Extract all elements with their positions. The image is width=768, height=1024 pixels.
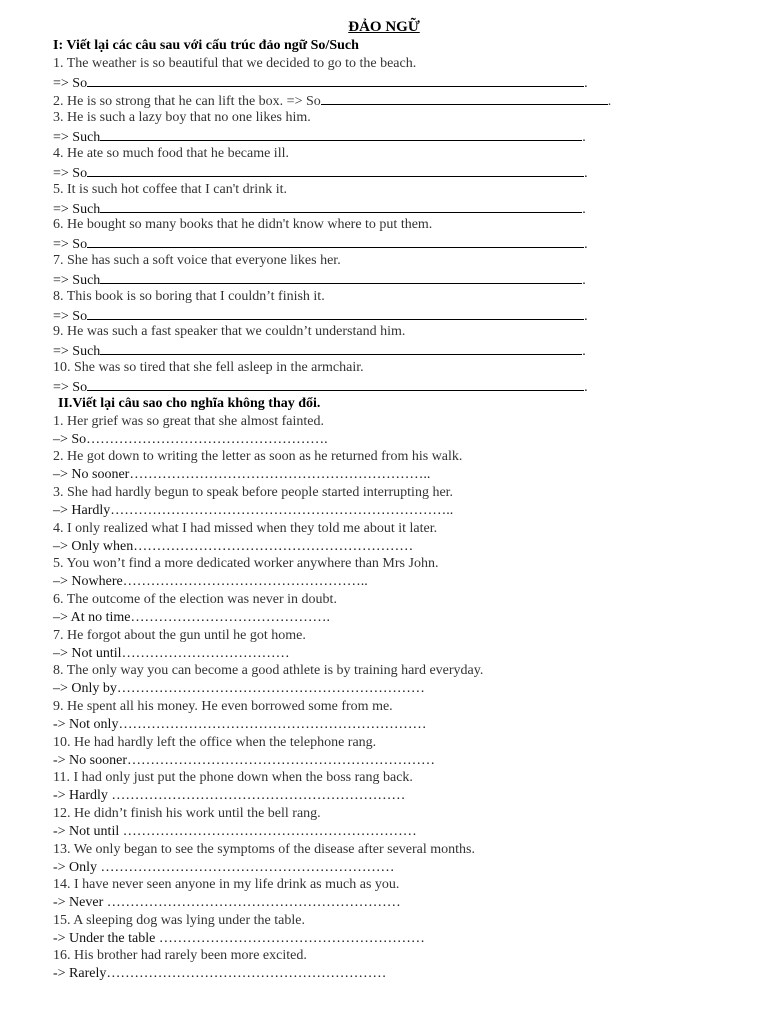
s2-q6: 6. The outcome of the election was never in doubt. <box>53 592 337 607</box>
section2-heading: II.Viết lại câu sao cho nghĩa không thay đổi. <box>58 396 321 411</box>
s2-a4[interactable]: –> Only when…………………………………………………… <box>53 539 414 554</box>
s1-q4: 4. He ate so much food that he became ill. <box>53 146 289 161</box>
s2-a15[interactable]: -> Under the table ………………………………………………… <box>53 931 425 946</box>
s2-q4: 4. I only realized what I had missed when they told me about it later. <box>53 521 438 536</box>
s1-a1-period: . <box>584 76 588 91</box>
s1-a7-period: . <box>582 273 586 288</box>
s2-q12: 12. He didn’t finish his work until the bell rang. <box>53 806 321 821</box>
s2-q1: 1. Her grief was so great that she almost fainted. <box>53 414 324 429</box>
s2-q3: 3. She had hardly begun to speak before people started interrupting her. <box>53 485 454 500</box>
s2-q15: 15. A sleeping dog was lying under the table. <box>53 913 305 928</box>
s1-q10: 10. She was so tired that she fell asleep in the armchair. <box>53 360 364 375</box>
s1-a3-prefix: => Such <box>53 130 101 145</box>
s2-a13[interactable]: -> Only ……………………………………………………… <box>53 860 395 875</box>
s1-a9-period: . <box>582 344 586 359</box>
section1-heading: I: Viết lại các câu sau với cấu trúc đảo ngữ So/Such <box>53 38 359 53</box>
s1-q3: 3. He is such a lazy boy that no one likes him. <box>53 110 311 125</box>
s1-q2-text: 2. He is so strong that he can lift the box. => So <box>53 94 321 109</box>
s1-a10-period: . <box>584 380 588 395</box>
s2-q11: 11. I had only just put the phone down when the boss rang back. <box>53 770 413 785</box>
s2-q13: 13. We only began to see the symptoms of the disease after several months. <box>53 842 476 857</box>
s1-a8-prefix: => So <box>53 309 88 324</box>
s1-q6: 6. He bought so many books that he didn't know where to put them. <box>53 217 433 232</box>
s1-q1: 1. The weather is so beautiful that we decided to go to the beach. <box>53 56 417 71</box>
s2-q14: 14. I have never seen anyone in my life drink as much as you. <box>53 877 400 892</box>
s2-a14[interactable]: -> Never ……………………………………………………… <box>53 895 401 910</box>
answer-line[interactable] <box>87 234 584 248</box>
s2-q5: 5. You won’t find a more dedicated worker anywhere than Mrs John. <box>53 556 439 571</box>
s1-q7: 7. She has such a soft voice that everyone likes her. <box>53 253 341 268</box>
answer-line[interactable] <box>87 377 584 391</box>
s2-a1[interactable]: –> So……………………………………………. <box>53 432 328 447</box>
s2-q10: 10. He had hardly left the office when the telephone rang. <box>53 735 377 750</box>
s1-a4-prefix: => So <box>53 166 88 181</box>
s1-a4 <box>53 163 588 181</box>
s2-a6[interactable]: –> At no time……………………………………. <box>53 610 331 625</box>
s2-a10[interactable]: -> No sooner………………………………………………………… <box>53 753 435 768</box>
s1-a6-period: . <box>584 237 588 252</box>
s1-q8: 8. This book is so boring that I couldn’t finish it. <box>53 289 325 304</box>
s2-a2[interactable]: –> No sooner……………………………………………………….. <box>53 467 431 482</box>
s1-a3-period: . <box>582 130 586 145</box>
s2-q8: 8. The only way you can become a good athlete is by training hard everyday. <box>53 663 484 678</box>
s1-q9: 9. He was such a fast speaker that we couldn’t understand him. <box>53 324 406 339</box>
answer-line[interactable] <box>100 127 582 141</box>
s1-q2-period: . <box>607 94 612 109</box>
s1-a6 <box>53 234 588 252</box>
s1-a6-prefix: => So <box>53 237 88 252</box>
answer-line[interactable] <box>87 73 584 87</box>
s2-a16[interactable]: -> Rarely…………………………………………………… <box>53 966 387 981</box>
s2-q2: 2. He got down to writing the letter as soon as he returned from his walk. <box>53 449 463 464</box>
s2-a9[interactable]: -> Not only………………………………………………………… <box>53 717 427 732</box>
s2-q7: 7. He forgot about the gun until he got home. <box>53 628 306 643</box>
s1-a5-prefix: => Such <box>53 202 101 217</box>
s1-a8-period: . <box>584 309 588 324</box>
answer-line[interactable] <box>100 341 582 355</box>
s2-q16: 16. His brother had rarely been more excited. <box>53 948 307 963</box>
s2-a8[interactable]: –> Only by………………………………………………………… <box>53 681 425 696</box>
s1-a10 <box>53 377 588 395</box>
page-title: ĐẢO NGỮ <box>348 19 420 35</box>
answer-line[interactable] <box>321 91 608 105</box>
s1-a7 <box>53 270 586 288</box>
s2-a11[interactable]: -> Hardly ……………………………………………………… <box>53 788 406 803</box>
s1-a1-prefix: => So <box>53 76 88 91</box>
s1-a5 <box>53 199 586 217</box>
s1-a9 <box>53 341 586 359</box>
answer-line[interactable] <box>87 306 584 320</box>
s1-a7-prefix: => Such <box>53 273 101 288</box>
s1-a1 <box>53 73 588 91</box>
s2-a3[interactable]: –> Hardly……………………………………………………………….. <box>53 503 454 518</box>
answer-line[interactable] <box>87 163 584 177</box>
s2-a5[interactable]: –> Nowhere…………………………………………….. <box>53 574 368 589</box>
s1-a9-prefix: => Such <box>53 344 101 359</box>
s1-a3 <box>53 127 586 145</box>
answer-line[interactable] <box>100 199 582 213</box>
answer-line[interactable] <box>100 270 582 284</box>
s2-a12[interactable]: -> Not until ……………………………………………………… <box>53 824 417 839</box>
s1-a10-prefix: => So <box>53 380 88 395</box>
s1-a4-period: . <box>584 166 588 181</box>
s2-a7[interactable]: –> Not until……………………………… <box>53 646 290 661</box>
s1-q2 <box>53 91 611 109</box>
s1-a5-period: . <box>582 202 586 217</box>
s1-a8 <box>53 306 588 324</box>
s2-q9: 9. He spent all his money. He even borrowed some from me. <box>53 699 393 714</box>
s1-q5: 5. It is such hot coffee that I can't drink it. <box>53 182 287 197</box>
